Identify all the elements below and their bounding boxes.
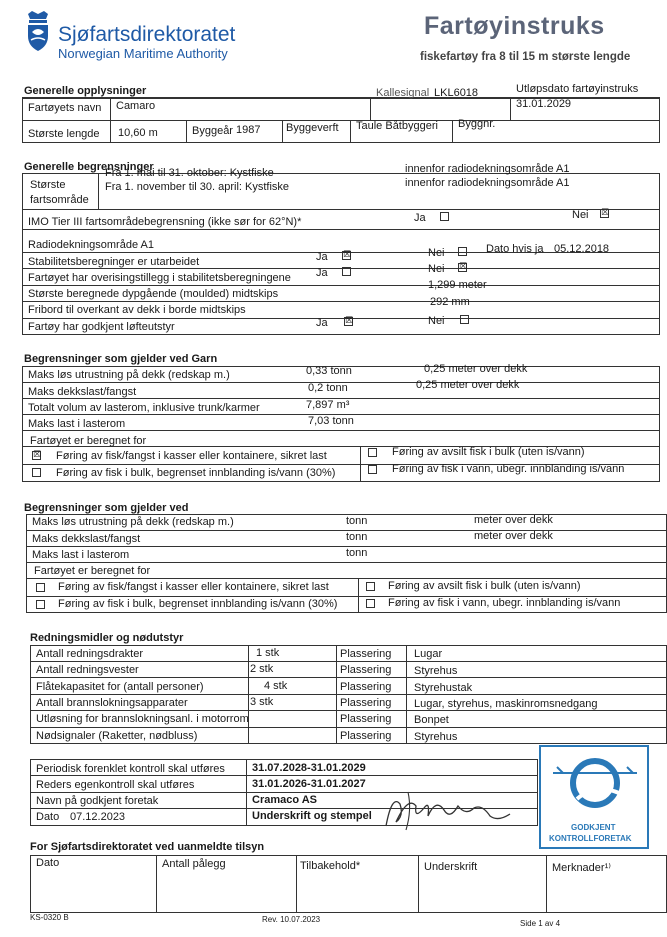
area-row-1-right: innenfor radiodekningsområde A1: [405, 163, 570, 175]
length-label: Største lengde: [28, 128, 100, 140]
approval-stamp: [539, 745, 649, 849]
garn-calc-label: Fartøyet er beregnet for: [30, 435, 147, 447]
rescue-count: 1 stk: [256, 647, 280, 659]
inspection-col-remarks: Merknader¹⁾: [552, 862, 611, 874]
garn-row3-label: Totalt volum av lasterom, inklusive trunk/karmer: [28, 402, 260, 414]
rescue-count: 4 stk: [264, 680, 288, 692]
other-row1-tonn: tonn: [346, 515, 368, 527]
garn-opt2-label: Føring av avsilt fisk i bulk (uten is/vann): [392, 446, 585, 458]
rescue-place: Bonpet: [414, 714, 449, 726]
other-opt4-label: Føring av fisk i vann, ubegr. innblanding is/vann: [388, 597, 621, 609]
rescue-placement-label: Plassering: [340, 648, 392, 660]
rescue-label: Nødsignaler (Raketter, nødbluss): [36, 730, 198, 742]
icing-ja-label: Ja: [316, 267, 328, 279]
other-row1-meter: meter over dekk: [474, 514, 553, 526]
control-date-label: Dato: [36, 811, 60, 823]
other-opt2-label: Føring av avsilt fisk i bulk (uten is/vann): [388, 580, 581, 592]
rescue-place: Styrehustak: [414, 682, 473, 694]
form-code: KS-0320 B: [30, 913, 69, 922]
garn-opt1-label: Føring av fisk/fangst i kasser eller kontainere, sikret last: [56, 450, 327, 462]
org-logo: [22, 10, 54, 52]
stability-date-label: Dato hvis ja: [486, 243, 544, 255]
lifting-label: Fartøy har godkjent løfteutstyr: [28, 321, 175, 333]
page-number: Side 1 av 4: [520, 919, 561, 928]
garn-opt4-label: Føring av fisk i vann, ubegr. innblanding is/vann: [392, 463, 625, 475]
garn-row2-label: Maks dekkslast/fangst: [28, 386, 137, 398]
other-row2-tonn: tonn: [346, 531, 368, 543]
rescue-count: 2 stk: [250, 663, 274, 675]
area-row-1: Fra 1. mai til 31. oktober: Kystfiske: [105, 167, 274, 179]
garn-row1-label: Maks løs utrustning på dekk (redskap m.): [28, 369, 230, 381]
stamp-text-1: GODKJENT: [571, 823, 616, 832]
stamp-emblem-icon: [549, 753, 641, 815]
length-value: 10,60 m: [118, 127, 158, 139]
rescue-count: 3 stk: [250, 696, 274, 708]
area-row-2-right: innenfor radiodekningsområde A1: [405, 177, 570, 189]
depth-label: Største beregnede dypgående (moulded) midtskips: [28, 288, 279, 300]
other-opt4-checkbox[interactable]: [366, 599, 375, 608]
rescue-placement-label: Plassering: [340, 730, 392, 742]
other-row1-label: Maks løs utrustning på dekk (redskap m.): [32, 516, 234, 528]
rescue-place: Styrehus: [414, 731, 458, 743]
other-opt1-checkbox[interactable]: [36, 583, 45, 592]
garn-row2-value: 0,2 tonn: [308, 382, 348, 394]
stability-label: Stabilitetsberegninger er utarbeidet: [28, 256, 200, 268]
periodic-label: Periodisk forenklet kontroll skal utføres: [36, 763, 225, 775]
rescue-place: Styrehus: [414, 665, 458, 677]
icing-label: Fartøyet har overisingstillegg i stabilitetsberegningene: [28, 272, 291, 284]
rescue-label: Flåtekapasitet for (antall personer): [36, 681, 204, 693]
area-label-2: fartsområde: [30, 194, 89, 206]
rescue-label: Antall redningsdrakter: [36, 648, 144, 660]
lifting-ja-label: Ja: [316, 317, 328, 329]
garn-row4-value: 7,03 tonn: [308, 415, 354, 427]
doc-subtitle: fiskefartøy fra 8 til 15 m største lengde: [420, 51, 631, 63]
freeboard-value: 292 mm: [430, 296, 470, 308]
other-row3-tonn: tonn: [346, 547, 368, 559]
rescue-placement-label: Plassering: [340, 681, 392, 693]
imo-label: IMO Tier III fartsområdebegrensning (ikke sør for 62°N)*: [28, 216, 302, 228]
other-opt1-label: Føring av fisk/fangst i kasser eller kontainere, sikret last: [58, 581, 329, 593]
company-label: Navn på godkjent foretak: [36, 795, 159, 807]
expiry-label: Utløpsdato fartøyinstruks: [516, 83, 639, 95]
yard-value: Taule Båtbyggeri: [356, 120, 438, 132]
area-row-2: Fra 1. november til 30. april: Kystfiske: [105, 181, 290, 193]
owner-check-value: 31.01.2026-31.01.2027: [252, 778, 366, 790]
imo-ja-checkbox[interactable]: [440, 212, 449, 221]
rescue-label: Antall brannslokningsapparater: [36, 697, 188, 709]
expiry-value: 31.01.2029: [516, 98, 572, 110]
rescue-place: Lugar, styrehus, maskinromsnedgang: [414, 698, 598, 710]
garn-row1-value: 0,33 tonn: [306, 365, 352, 377]
stamp-text-2: KONTROLLFORETAK: [549, 834, 632, 843]
revision: Rev. 10.07.2023: [262, 915, 321, 924]
build-number-label: Byggnr.: [458, 118, 496, 130]
general-heading: Generelle opplysninger: [24, 85, 147, 97]
vessel-name-value: Camaro: [116, 100, 156, 112]
other-opt2-checkbox[interactable]: [366, 582, 375, 591]
garn-row2-right: 0,25 meter over dekk: [416, 379, 520, 391]
control-date-value: 07.12.2023: [70, 811, 126, 823]
owner-check-label: Reders egenkontroll skal utføres: [36, 779, 195, 791]
org-name-en: Norwegian Maritime Authority: [58, 46, 228, 61]
icing-ja-checkbox[interactable]: [342, 267, 351, 276]
other-heading: Begrensninger som gjelder ved: [24, 502, 189, 514]
doc-title: Fartøyinstruks: [424, 12, 605, 40]
rescue-label: Antall redningsvester: [36, 664, 139, 676]
callsign-label: Kallesignal: [376, 87, 430, 99]
other-opt3-checkbox[interactable]: [36, 600, 45, 609]
depth-value: 1,299 meter: [428, 279, 487, 291]
garn-opt3-checkbox[interactable]: [32, 468, 41, 477]
imo-nei-checkbox[interactable]: ☒: [601, 208, 610, 218]
stability-ja-checkbox[interactable]: ☒: [343, 250, 352, 260]
rescue-placement-label: Plassering: [340, 664, 392, 676]
stability-ja-label: Ja: [316, 251, 328, 263]
year-value: 1987: [236, 124, 261, 136]
other-opt3-label: Føring av fisk i bulk, begrenset innblanding is/vann (30%): [58, 598, 338, 610]
garn-heading: Begrensninger som gjelder ved Garn: [24, 353, 218, 365]
rescue-placement-label: Plassering: [340, 713, 392, 725]
inspection-heading: For Sjøfartsdirektoratet ved uanmeldte tilsyn: [30, 841, 265, 853]
garn-opt3-label: Føring av fisk i bulk, begrenset innblanding is/vann (30%): [56, 467, 336, 479]
inspection-col-signature: Underskrift: [424, 861, 478, 873]
rescue-place: Lugar: [414, 648, 443, 660]
callsign-value: LKL6018: [434, 87, 479, 99]
other-row2-label: Maks dekkslast/fangst: [32, 533, 141, 545]
garn-row1-right: 0,25 meter over dekk: [424, 363, 528, 375]
handwritten-signature: [378, 786, 518, 834]
garn-row3-value: 7,897 m³: [306, 399, 350, 411]
garn-opt1-checkbox[interactable]: ☒: [33, 450, 42, 460]
freeboard-label: Fribord til overkant av dekk i borde midtskips: [28, 304, 246, 316]
stability-nei-label: Nei: [428, 247, 445, 259]
limits-heading: Generelle begrensninger: [24, 161, 154, 173]
inspection-col-date: Dato: [36, 857, 60, 869]
garn-opt4-checkbox[interactable]: [368, 465, 377, 474]
stability-date-value: 05.12.2018: [554, 243, 610, 255]
other-row2-meter: meter over dekk: [474, 530, 553, 542]
stability-nei-checkbox[interactable]: [458, 247, 467, 256]
garn-opt2-checkbox[interactable]: [368, 448, 377, 457]
lifting-nei-checkbox[interactable]: [460, 315, 469, 324]
signature-label: Underskrift og stempel: [252, 810, 372, 822]
lifting-nei-label: Nei: [428, 315, 445, 327]
other-calc-label: Fartøyet er beregnet for: [34, 565, 151, 577]
imo-nei-label: Nei: [572, 209, 589, 221]
lifting-ja-checkbox[interactable]: ☒: [345, 316, 354, 326]
radio-label: Radiodekningsområde A1: [28, 239, 154, 251]
inspection-col-orders: Antall pålegg: [162, 858, 226, 870]
icing-nei-label: Nei: [428, 263, 445, 275]
periodic-value: 31.07.2028-31.01.2029: [252, 762, 366, 774]
icing-nei-checkbox[interactable]: ☒: [459, 262, 468, 272]
inspection-col-detention: Tilbakehold*: [300, 860, 361, 872]
garn-row4-label: Maks last i lasterom: [28, 418, 126, 430]
imo-ja-label: Ja: [414, 212, 426, 224]
area-label-1: Største: [30, 179, 66, 191]
vessel-name-label: Fartøyets navn: [28, 102, 102, 114]
yard-label: Byggeverft: [286, 122, 339, 134]
other-row3-label: Maks last i lasterom: [32, 549, 130, 561]
rescue-label: Utløsning for brannslokningsanl. i motorrom: [36, 713, 249, 725]
org-name: Sjøfartsdirektoratet: [58, 23, 236, 46]
company-value: Cramaco AS: [252, 794, 318, 806]
year-label: Byggeår: [192, 125, 233, 137]
rescue-heading: Redningsmidler og nødutstyr: [30, 632, 184, 644]
rescue-placement-label: Plassering: [340, 697, 392, 709]
